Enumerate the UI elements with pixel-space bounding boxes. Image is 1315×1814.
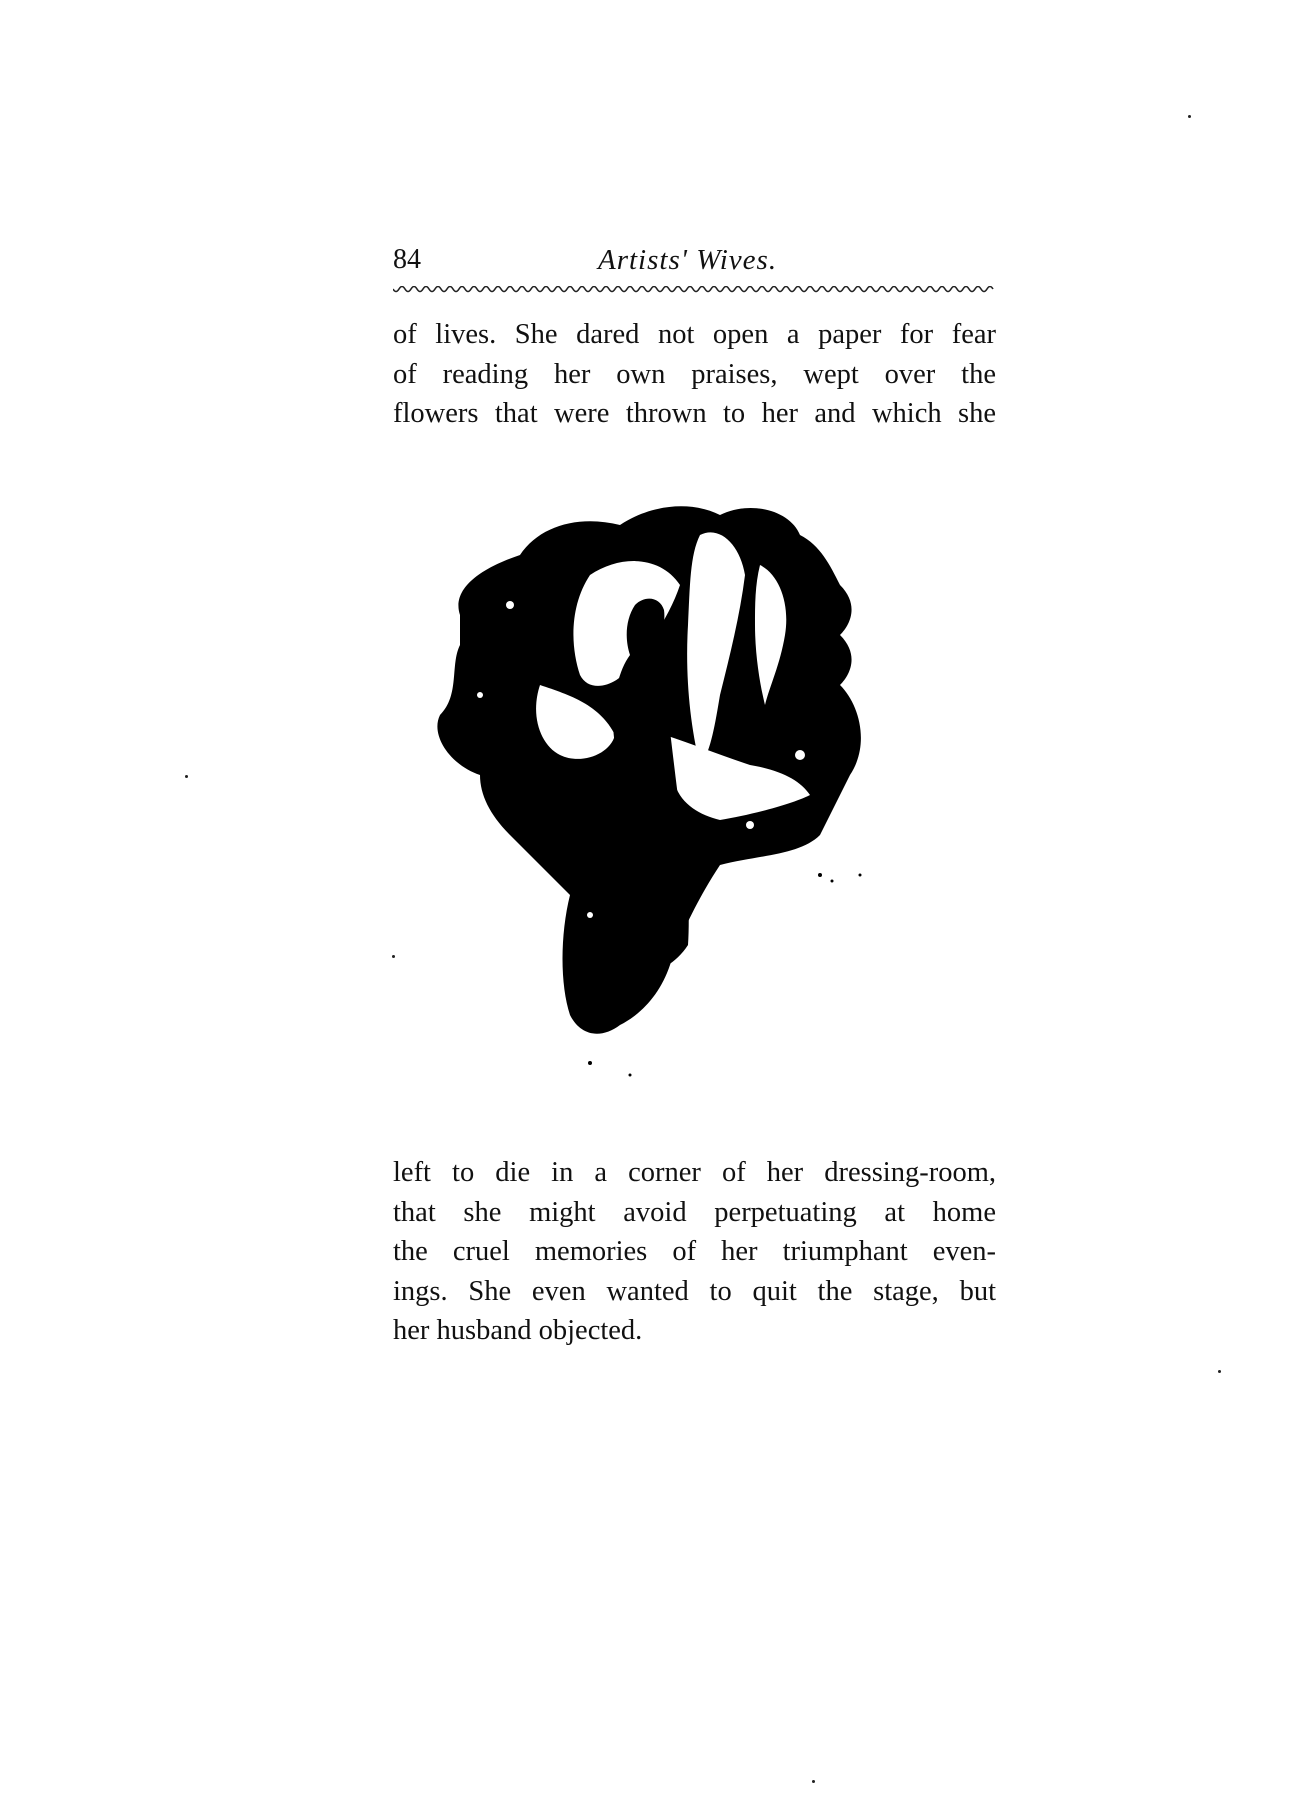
text-line: the cruel memories of her triumphant even- — [393, 1236, 996, 1267]
text-line: left to die in a corner of her dressing-room, — [393, 1157, 996, 1188]
paragraph-top — [393, 315, 996, 434]
scan-speck — [185, 775, 188, 778]
page-number: 84 — [393, 244, 421, 275]
scan-speck — [392, 955, 395, 958]
text-line: of lives. She dared not open a paper for fear — [393, 319, 996, 350]
text-line: flowers that were thrown to her and which she — [393, 398, 996, 429]
running-title: Artists' Wives. — [598, 244, 778, 276]
scan-speck — [1188, 115, 1191, 118]
scan-speck — [1218, 1370, 1221, 1373]
text-line: her husband objected. — [393, 1315, 643, 1346]
paragraph-bottom — [393, 1153, 996, 1351]
page-header — [393, 244, 993, 284]
text-line: that she might avoid perpetuating at home — [393, 1196, 996, 1228]
text-line: ings. She even wanted to quit the stage, but — [393, 1275, 996, 1307]
scan-speck — [812, 1780, 815, 1783]
vignette-illustration — [420, 495, 980, 1095]
decorative-wavy-rule — [393, 286, 998, 296]
text-line: of reading her own praises, wept over the — [393, 358, 996, 390]
